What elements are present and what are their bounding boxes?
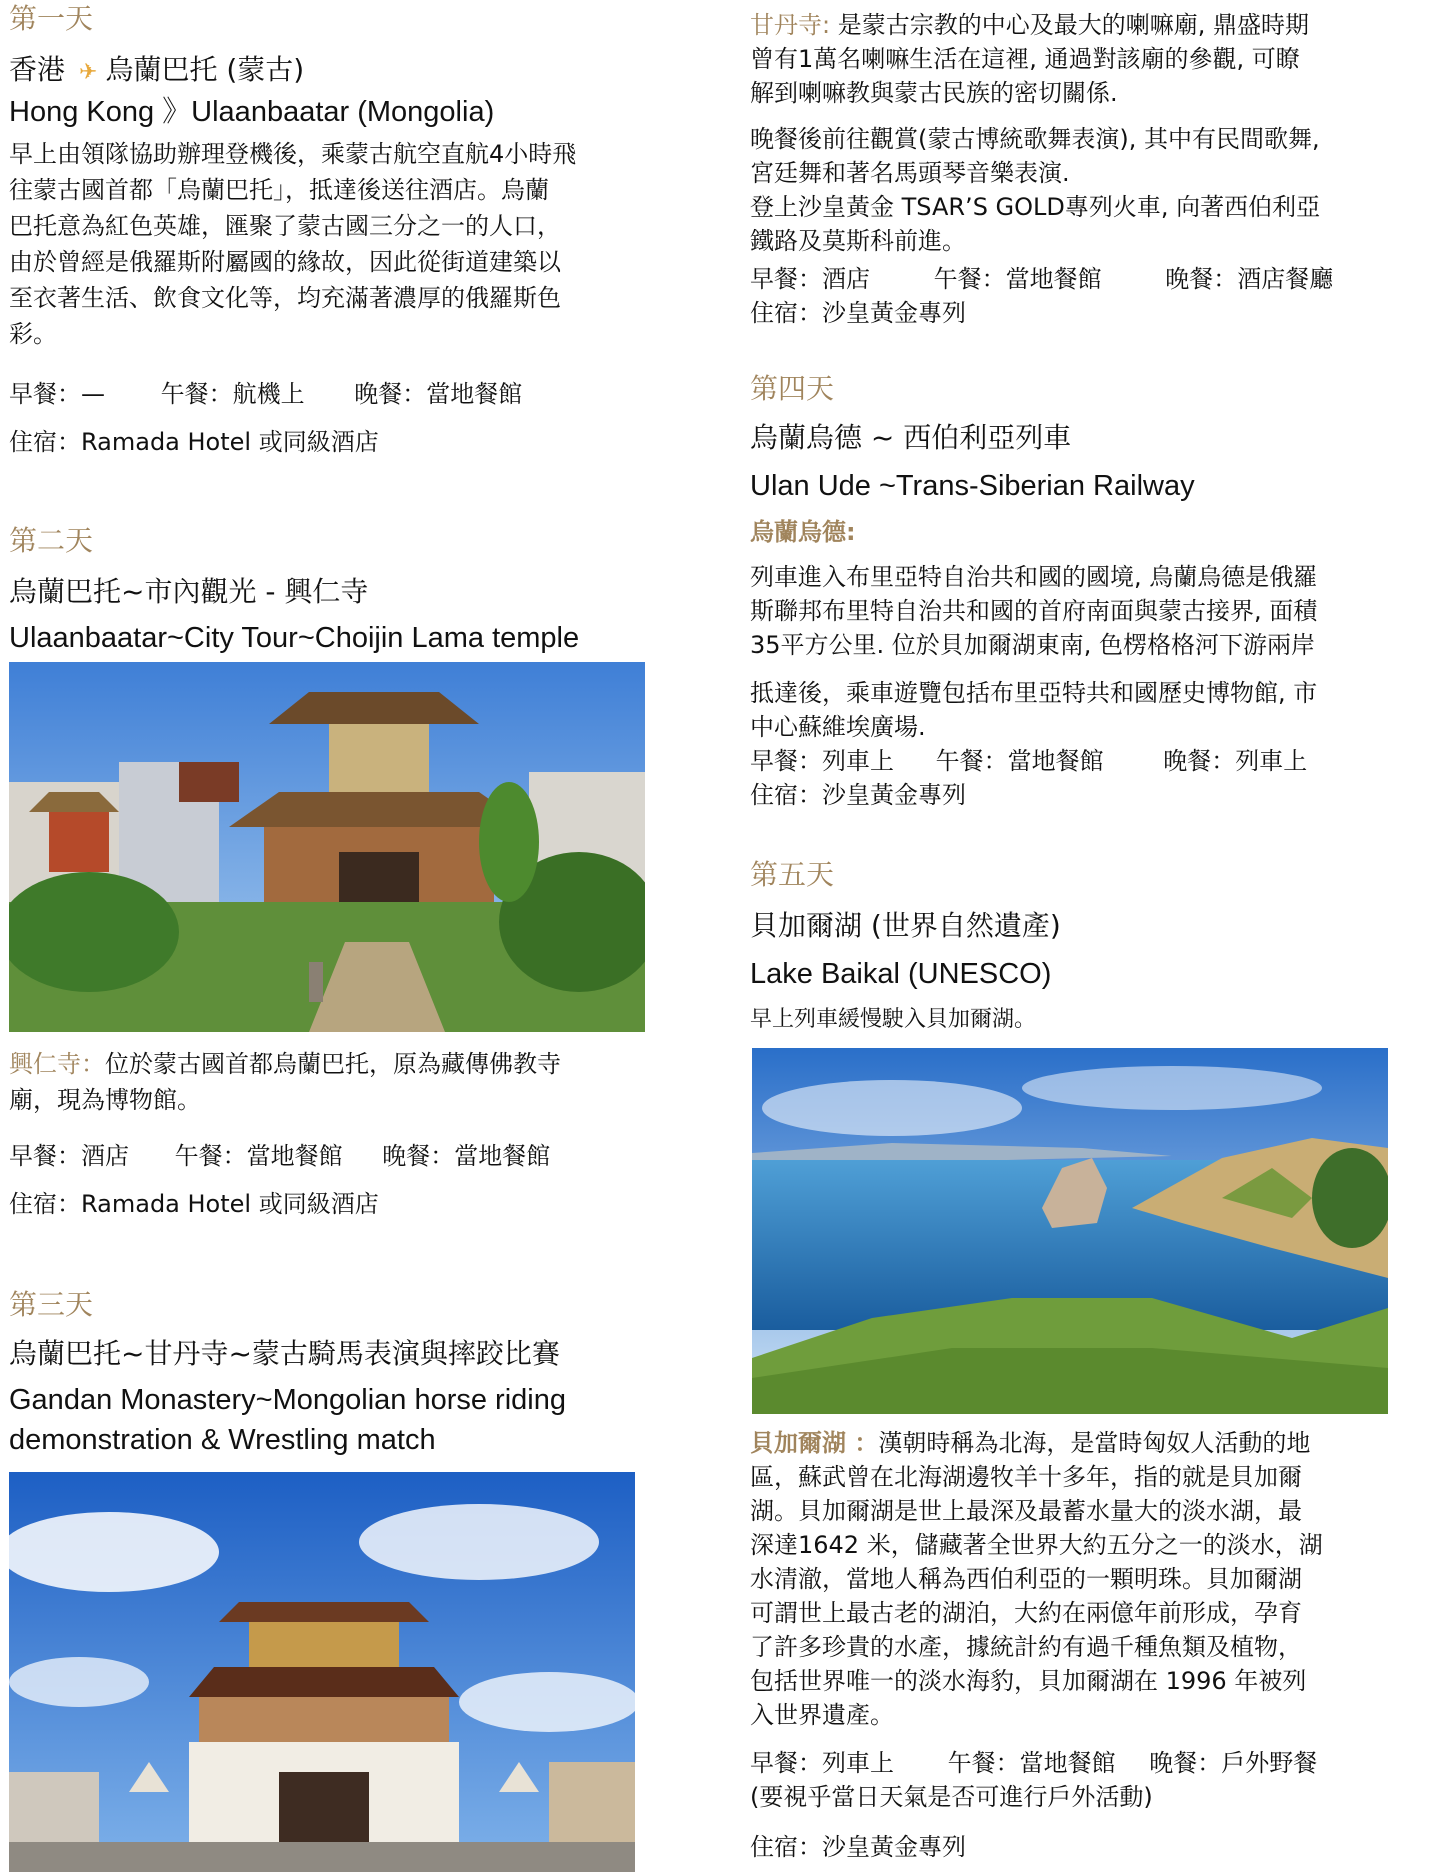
text-line: 登上沙皇黃金 TSAR’S GOLD專列火車, 向著西伯利亞 bbox=[750, 193, 1321, 221]
text-line: 包括世界唯一的淡水海豹，貝加爾湖在 1996 年被列 bbox=[750, 1667, 1307, 1695]
day2-title-zh: 烏蘭巴托~市內觀光 - 興仁寺 bbox=[9, 575, 369, 608]
text-line: 列車進入布里亞特自治共和國的國境, 烏蘭烏德是俄羅 bbox=[750, 563, 1318, 591]
lake-illustration bbox=[752, 1048, 1388, 1414]
day3-train bbox=[750, 190, 1440, 258]
day1-description bbox=[9, 136, 709, 352]
day4-arrival bbox=[750, 676, 1440, 744]
text-line: 湖。貝加爾湖是世上最深及最蓄水量大的淡水湖，最 bbox=[750, 1497, 1302, 1525]
dinner-info: 晚餐：列車上 bbox=[1163, 747, 1308, 775]
day1-route bbox=[9, 50, 304, 93]
lake-baikal-photo bbox=[752, 1048, 1388, 1414]
airplane-icon: ✈ bbox=[79, 60, 98, 85]
breakfast-info: 早餐：列車上 bbox=[750, 1749, 894, 1777]
lake-name: 貝加爾湖 ： bbox=[750, 1429, 879, 1457]
text-line: 抵達後，乘車遊覽包括布里亞特共和國歷史博物館, 市 bbox=[750, 679, 1318, 707]
day5-meals bbox=[750, 1746, 1317, 1780]
lunch-info: 午餐：當地餐館 bbox=[947, 1749, 1116, 1777]
text-line: 區，蘇武曾在北海湖邊牧羊十多年，指的就是貝加爾 bbox=[750, 1463, 1302, 1491]
day5-intro: 早上列車緩慢駛入貝加爾湖。 bbox=[750, 1007, 1037, 1032]
text-line: 位於蒙古國首都烏蘭巴托，原為藏傳佛教寺 bbox=[105, 1050, 561, 1078]
day4-title-zh: 烏蘭烏德 ~ 西伯利亞列車 bbox=[750, 421, 1072, 454]
dinner-info: 晚餐：戶外野餐 bbox=[1149, 1749, 1318, 1777]
breakfast-info: 早餐：— bbox=[9, 380, 105, 408]
day1-title-en: Hong Kong 》Ulaanbaatar (Mongolia) bbox=[9, 96, 495, 128]
day3-meals bbox=[750, 262, 1333, 296]
day4-description bbox=[750, 560, 1440, 662]
text-line: 至衣著生活、飲食文化等，均充滿著濃厚的俄羅斯色 bbox=[9, 284, 561, 312]
day4-hotel: 住宿：沙皇黃金專列 bbox=[750, 781, 966, 809]
breakfast-info: 早餐：酒店 bbox=[9, 1142, 129, 1170]
monastery-illustration bbox=[9, 1472, 635, 1872]
day1-meals bbox=[9, 376, 522, 412]
day5-title-zh: 貝加爾湖 (世界自然遺產) bbox=[750, 909, 1061, 942]
temple-name: 興仁寺： bbox=[9, 1050, 105, 1078]
monastery-name: 甘丹寺: bbox=[750, 11, 831, 39]
day1-hotel: 住宿：Ramada Hotel 或同級酒店 bbox=[9, 428, 379, 456]
text-line: 宮廷舞和著名馬頭琴音樂表演. bbox=[750, 159, 1070, 187]
dinner-info: 晚餐：當地餐館 bbox=[382, 1142, 551, 1170]
text-line: 可謂世上最古老的湖泊，大約在兩億年前形成，孕育 bbox=[750, 1599, 1302, 1627]
text-line: 入世界遺產。 bbox=[750, 1701, 894, 1729]
text-line: 是蒙古宗教的中心及最大的喇嘛廟, 鼎盛時期 bbox=[830, 11, 1309, 39]
day5-note: (要視乎當日天氣是否可進行戶外活動) bbox=[750, 1783, 1153, 1811]
text-line: 中心蘇維埃廣場. bbox=[750, 713, 926, 741]
day2-description bbox=[9, 1046, 709, 1118]
day3-label: 第三天 bbox=[9, 1288, 94, 1321]
lunch-info: 午餐：當地餐館 bbox=[935, 747, 1104, 775]
day3-description bbox=[750, 8, 1440, 110]
lunch-info: 午餐：當地餐館 bbox=[933, 265, 1102, 293]
temple-illustration bbox=[9, 662, 645, 1032]
day1-route-to: 烏蘭巴托 (蒙古) bbox=[105, 53, 305, 86]
day3-hotel: 住宿：沙皇黃金專列 bbox=[750, 299, 966, 327]
text-line: 晚餐後前往觀賞(蒙古博統歌舞表演), 其中有民間歌舞, bbox=[750, 125, 1320, 153]
day2-meals bbox=[9, 1138, 550, 1174]
breakfast-info: 早餐：酒店 bbox=[750, 265, 870, 293]
breakfast-info: 早餐：列車上 bbox=[750, 747, 894, 775]
text-line: 深達1642 米，儲藏著全世界大約五分之一的淡水，湖 bbox=[750, 1531, 1323, 1559]
text-line: 曾有1萬名喇嘛生活在這裡, 通過對該廟的參觀, 可瞭 bbox=[750, 45, 1300, 73]
dinner-info: 晚餐：酒店餐廳 bbox=[1165, 265, 1334, 293]
day5-title-en: Lake Baikal (UNESCO) bbox=[750, 958, 1052, 990]
day4-title-en: Ulan Ude ~Trans-Siberian Railway bbox=[750, 470, 1195, 502]
choijin-lama-temple-photo bbox=[9, 662, 645, 1032]
title-line: Gandan Monastery~Mongolian horse riding bbox=[9, 1384, 566, 1416]
text-line: 鐵路及莫斯科前進。 bbox=[750, 227, 966, 255]
day5-description bbox=[750, 1426, 1440, 1732]
day1-label: 第一天 bbox=[9, 2, 94, 35]
day4-subhead: 烏蘭烏德: bbox=[750, 518, 856, 546]
day2-label: 第二天 bbox=[9, 524, 94, 557]
dinner-info: 晚餐：當地餐館 bbox=[354, 380, 523, 408]
text-line: 彩。 bbox=[9, 320, 57, 348]
day5-label: 第五天 bbox=[750, 858, 835, 891]
day4-label: 第四天 bbox=[750, 372, 835, 405]
day3-title-en bbox=[9, 1380, 566, 1460]
text-line: 漢朝時稱為北海，是當時匈奴人活動的地 bbox=[878, 1429, 1311, 1457]
title-line: demonstration & Wrestling match bbox=[9, 1424, 436, 1456]
text-line: 35平方公里. 位於貝加爾湖東南, 色楞格格河下游兩岸 bbox=[750, 631, 1316, 659]
lunch-info: 午餐：當地餐館 bbox=[174, 1142, 343, 1170]
text-line: 巴托意為紅色英雄，匯聚了蒙古國三分之一的人口， bbox=[9, 212, 561, 240]
text-line: 解到喇嘛教與蒙古民族的密切關係. bbox=[750, 79, 1118, 107]
gandan-monastery-photo bbox=[9, 1472, 635, 1872]
day4-meals bbox=[750, 744, 1307, 778]
lunch-info: 午餐：航機上 bbox=[160, 380, 305, 408]
text-line: 了許多珍貴的水產，據統計約有過千種魚類及植物， bbox=[750, 1633, 1302, 1661]
day1-route-from: 香港 bbox=[9, 53, 66, 86]
day2-hotel: 住宿：Ramada Hotel 或同級酒店 bbox=[9, 1190, 379, 1218]
text-line: 水清澈，當地人稱為西伯利亞的一顆明珠。貝加爾湖 bbox=[750, 1565, 1302, 1593]
text-line: 往蒙古國首都「烏蘭巴托」，抵達後送往酒店。烏蘭 bbox=[9, 176, 549, 204]
day3-evening bbox=[750, 122, 1440, 190]
text-line: 廟，現為博物館。 bbox=[9, 1086, 201, 1114]
day3-title-zh: 烏蘭巴托~甘丹寺~蒙古騎馬表演與摔跤比賽 bbox=[9, 1337, 560, 1370]
text-line: 早上由領隊協助辦理登機後，乘蒙古航空直航4小時飛 bbox=[9, 140, 577, 168]
text-line: 由於曾經是俄羅斯附屬國的緣故，因此從街道建築以 bbox=[9, 248, 561, 276]
day2-title-en: Ulaanbaatar~City Tour~Choijin Lama temple bbox=[9, 622, 580, 654]
text-line: 斯聯邦布里特自治共和國的首府南面與蒙古接界, 面積 bbox=[750, 597, 1318, 625]
day5-hotel: 住宿：沙皇黃金專列 bbox=[750, 1833, 966, 1861]
